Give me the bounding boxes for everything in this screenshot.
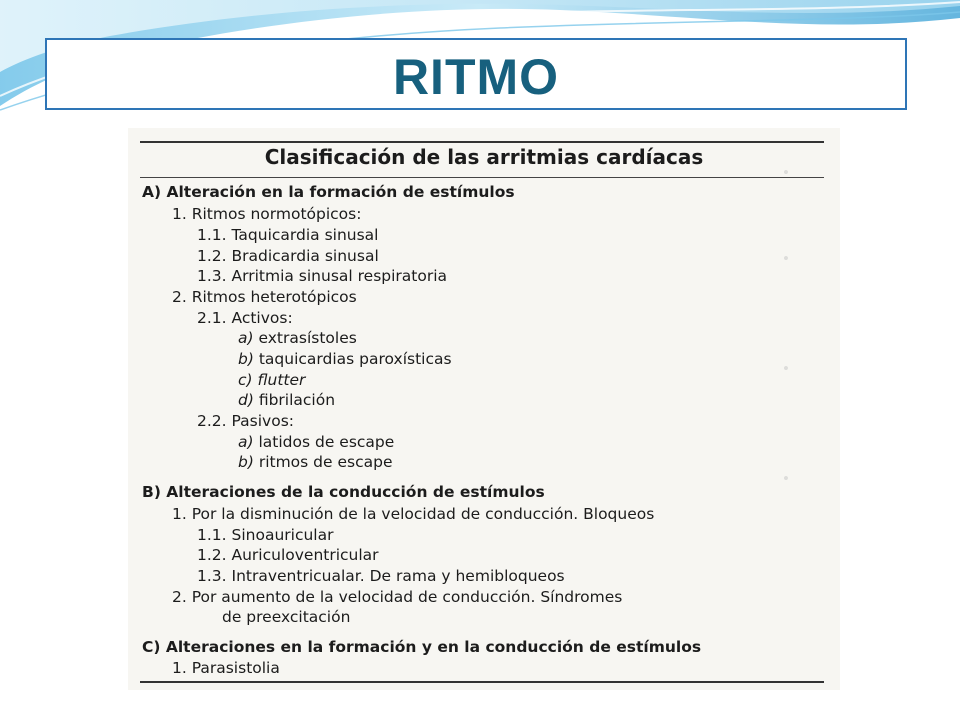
item-text: fibrilación [258, 391, 336, 409]
item-text: ritmos de escape [258, 453, 393, 471]
list-item [238, 371, 305, 389]
table-title-rule [140, 177, 824, 178]
item-letter: a) [238, 433, 254, 451]
list-item: 2. Por aumento de la velocidad de conducción. Síndromes [172, 588, 623, 606]
table-top-rule [140, 141, 824, 143]
item-text: flutter [257, 371, 306, 389]
list-item: 1.3. Intraventricualar. De rama y hemibloqueos [197, 567, 565, 585]
slide-title: RITMO [392, 49, 560, 105]
section-heading: A) Alteración en la formación de estímulos [142, 183, 515, 201]
list-item: 1. Parasistolia [172, 659, 280, 677]
list-item [238, 350, 452, 368]
classification-table-image [128, 128, 840, 690]
list-item: 1.2. Auriculoventricular [197, 546, 379, 564]
bleed-through-texture: • • • • [783, 163, 789, 488]
item-letter: c) [238, 371, 253, 389]
list-item [238, 453, 392, 471]
list-item [238, 329, 357, 347]
item-text: taquicardias paroxísticas [258, 350, 452, 368]
section-heading: B) Alteraciones de la conducción de estímulos [142, 483, 545, 501]
list-item: 1.1. Sinoauricular [197, 526, 334, 544]
list-item: 1. Por la disminución de la velocidad de conducción. Bloqueos [172, 505, 655, 523]
list-item [238, 433, 394, 451]
item-text: extrasístoles [258, 329, 357, 347]
list-item: 1.2. Bradicardia sinusal [197, 247, 379, 265]
list-item: 2. Ritmos heterotópicos [172, 288, 357, 306]
list-item: 2.1. Activos: [197, 309, 293, 327]
section-heading: C) Alteraciones en la formación y en la conducción de estímulos [142, 638, 702, 656]
item-letter: d) [238, 391, 254, 409]
list-item: 1.1. Taquicardia sinusal [197, 226, 379, 244]
list-item: 1. Ritmos normotópicos: [172, 205, 362, 223]
list-item: 2.2. Pasivos: [197, 412, 294, 430]
item-letter: b) [238, 350, 254, 368]
list-item: de preexcitación [222, 608, 351, 626]
item-text: latidos de escape [258, 433, 395, 451]
table-title: Clasificación de las arritmias cardíacas [264, 145, 704, 169]
list-item [238, 391, 335, 409]
item-letter: b) [238, 453, 254, 471]
item-letter: a) [238, 329, 254, 347]
table-bottom-rule [140, 681, 824, 683]
list-item: 1.3. Arritmia sinusal respiratoria [197, 267, 448, 285]
slide-title-box [45, 38, 907, 110]
